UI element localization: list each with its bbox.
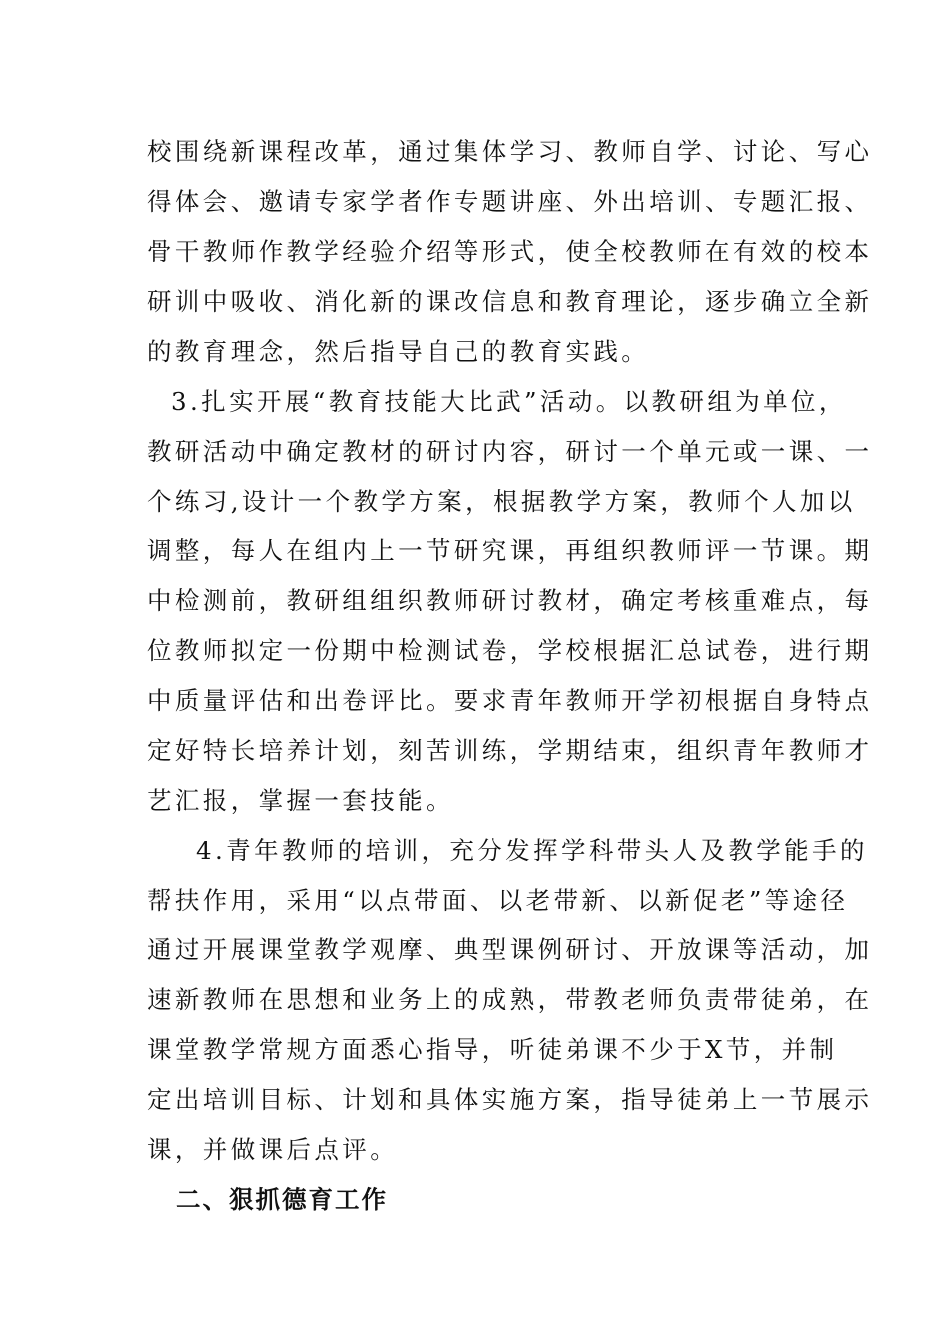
section-heading: 二、狠抓德育工作 [176, 1185, 388, 1214]
text-line: 调整，每人在组内上一节研究课，再组织教师评一节课。期 [147, 536, 873, 565]
text-line: 中检测前，教研组组织教师研讨教材，确定考核重难点，每 [147, 586, 873, 615]
text-line: 课，并做课后点评。 [147, 1135, 399, 1164]
text-line: 教研活动中确定教材的研讨内容，研讨一个单元或一课、一 [147, 437, 873, 466]
paragraph-3-first-line: 3.扎实开展“教育技能大比武”活动。以教研组为单位， [171, 387, 847, 416]
text-line: 的教育理念，然后指导自己的教育实践。 [147, 337, 650, 366]
text-line: 速新教师在思想和业务上的成熟，带教老师负责带徒弟，在 [147, 985, 873, 1014]
text-line: 骨干教师作教学经验介绍等形式，使全校教师在有效的校本 [147, 237, 873, 266]
text-line: 通过开展课堂教学观摩、典型课例研讨、开放课等活动，加 [147, 935, 873, 964]
text-line: 课堂教学常规方面悉心指导，听徒弟课不少于X节，并制 [147, 1035, 838, 1064]
text-line: 位教师拟定一份期中检测试卷，学校根据汇总试卷，进行期 [147, 636, 873, 665]
text-line: 定出培训目标、计划和具体实施方案，指导徒弟上一节展示 [147, 1085, 873, 1114]
text-line: 校围绕新课程改革，通过集体学习、教师自学、讨论、写心 [147, 137, 873, 166]
text-line: 定好特长培养计划，刻苦训练，学期结束，组织青年教师才 [147, 736, 873, 765]
text-line: 个练习,设计一个教学方案，根据教学方案，教师个人加以 [147, 487, 856, 516]
text-line: 研训中吸收、消化新的课改信息和教育理论，逐步确立全新 [147, 287, 873, 316]
text-line: 帮扶作用，采用“以点带面、以老带新、以新促老”等途径 [147, 886, 849, 915]
text-line: 得体会、邀请专家学者作专题讲座、外出培训、专题汇报、 [147, 187, 873, 216]
paragraph-4-first-line: 4.青年教师的培训，充分发挥学科带头人及教学能手的 [196, 836, 868, 865]
text-line: 中质量评估和出卷评比。要求青年教师开学初根据自身特点 [147, 686, 873, 715]
text-line: 艺汇报，掌握一套技能。 [147, 786, 454, 815]
